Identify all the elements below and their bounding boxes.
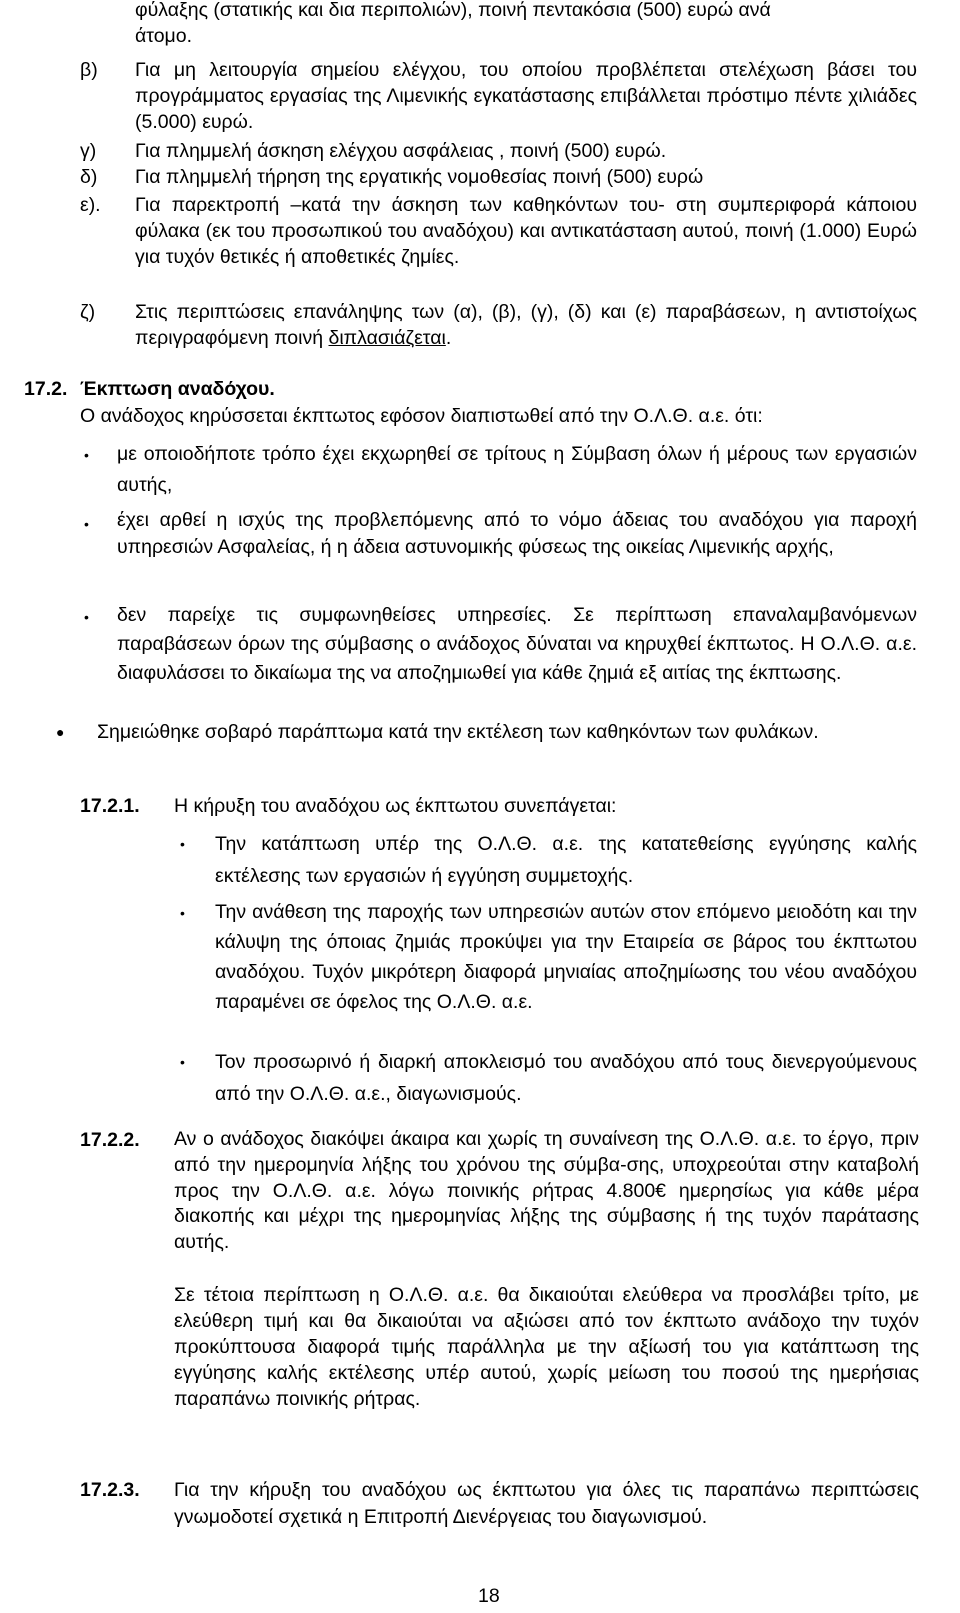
item-zeta-text [135, 299, 917, 351]
bullet-dot: • [180, 905, 185, 921]
item-zeta-label: ζ) [80, 301, 96, 323]
item-delta-text: Για πλημμελή τήρηση της εργατικής νομοθεσίας ποινή (500) ευρώ [135, 166, 704, 188]
item-epsilon-label: ε). [80, 194, 101, 216]
section-17-2-bullet-1: με οποιοδήποτε τρόπο έχει εκχωρηθεί σε τρίτους η Σύμβαση όλων ή μέρους των εργασιών αυτής, [117, 443, 917, 496]
item-beta-label: β) [80, 59, 98, 81]
section-17-2-3-number: 17.2.3. [80, 1479, 140, 1501]
section-17-2-title: Έκπτωση αναδόχου. [80, 378, 275, 400]
section-17-2-1-bullet-1: Την κατάπτωση υπέρ της Ο.Λ.Θ. α.ε. της κατατεθείσης εγγύησης καλής εκτέλεσης των εργασιών ή εγγύηση συμμετοχής. [215, 833, 917, 887]
section-17-2-outer-bullet: Σημειώθηκε σοβαρό παράπτωμα κατά την εκτέλεση των καθηκόντων των φυλάκων. [97, 721, 819, 743]
page-number: 18 [478, 1585, 500, 1607]
item-zeta-text-main: Στις περιπτώσεις επανάληψης των (α), (β), (γ), (δ) και (ε) παραβάσεων, η αντιστοίχως περιγραφόμενη ποινή [135, 301, 917, 349]
bullet-dot: • [84, 516, 89, 532]
section-17-2-2-para2: Σε τέτοια περίπτωση η Ο.Λ.Θ. α.ε. θα δικαιούται ελεύθερα να προσλάβει τρίτο, με ελεύθερη τιμή και θα δικαιούται να αξιώσει από τον έκπτωτο ανάδοχο την τυχόν προκύπτουσα διαφορά τιμής παράλληλα με την αξίωσή του για κατάπτωση της εγγύησης καλής εκτέλεσης υπέρ αυτού, χωρίς μείωση του ποσού της ημερήσιας παραπάνω ποινικής ρήτρας. [174, 1284, 919, 1410]
section-17-2-bullet-2: έχει αρθεί η ισχύς της προβλεπόμενης από το νόμο άδειας του αναδόχου για παροχή υπηρεσιών Ασφαλείας, ή η άδεια αστυνομικής φύσεως της οικείας Λιμενικής αρχής, [117, 509, 917, 558]
section-17-2-2-para1: Αν ο ανάδοχος διακόψει άκαιρα και χωρίς τη συναίνεση της Ο.Λ.Θ. α.ε. το έργο, πριν από την ημερομηνία λήξης του χρόνου της σύμβα-σης, υποχρεούται στην καταβολή προς την Ο.Λ.Θ. α.ε. λόγω ποινικής ρήτρας 4.800€ ημερησίως για κάθε μέρα διακοπής και μέχρι της ημερομηνίας λήξης της σύμβασης ή της τυχόν παράτασης αυτής. [174, 1128, 919, 1254]
item-gamma-text: Για πλημμελή άσκηση ελέγχου ασφάλειας , ποινή (500) ευρώ. [135, 140, 667, 162]
item-gamma-label: γ) [80, 140, 97, 162]
section-17-2-intro: Ο ανάδοχος κηρύσσεται έκπτωτος εφόσον διαπιστωθεί από την Ο.Λ.Θ. α.ε. ότι: [80, 405, 763, 427]
section-17-2-1-bullet-3: Τον προσωρινό ή διαρκή αποκλεισμό του αναδόχου από τους διενεργούμενους από την Ο.Λ.Θ. α.ε., διαγωνισμούς. [215, 1051, 917, 1105]
section-17-2-bullet-3: δεν παρείχε τις συμφωνηθείσες υπηρεσίες. Σε περίπτωση επαναλαμβανόμενων παραβάσεων όρων της σύμβασης ο ανάδοχος δύναται να κηρυχθεί έκπτωτος. Η Ο.Λ.Θ. α.ε. διαφυλάσσει το δικαίωμα της να αποζημιωθεί για κάθε ζημιά εξ αιτίας της έκπτωσης. [117, 604, 917, 684]
section-17-2-1-text: Η κήρυξη του αναδόχου ως έκπτωτου συνεπάγεται: [174, 795, 617, 817]
bullet-dot: • [180, 836, 185, 852]
bullet-dot: • [180, 1054, 185, 1070]
section-17-2-1-number: 17.2.1. [80, 795, 140, 817]
item-zeta-period: . [445, 327, 452, 349]
section-17-2-2-number: 17.2.2. [80, 1129, 140, 1151]
bullet-dot: ● [56, 724, 65, 740]
item-epsilon-text: Για παρεκτροπή –κατά την άσκηση των καθηκόντων του- στη συμπεριφορά κάποιου φύλακα (εκ του προσωπικού του αναδόχου) και αντικατάσταση αυτού, ποινή (1.000) Ευρώ για τυχόν θετικές ή αποθετικές ζημίες. [135, 194, 917, 268]
section-17-2-3-text: Για την κήρυξη του αναδόχου ως έκπτωτου για όλες τις παραπάνω περιπτώσεις γνωμοδοτεί σχετικά η Επιτροπή Διενέργειας του διαγωνισμού. [174, 1479, 919, 1528]
section-17-2-1-bullet-2: Την ανάθεση της παροχής των υπηρεσιών αυτών στον επόμενο μειοδότη και την κάλυψη της όποιας ζημιάς προκύψει για την Εταιρεία σε βάρος του έκπτωτου αναδόχου. Τυχόν μικρότερη διαφορά μηνιαίας αποζημίωσης του νέου αναδόχου παραμένει σε όφελος της Ο.Λ.Θ. α.ε. [215, 901, 917, 1013]
bullet-dot: • [84, 609, 89, 625]
item-delta-label: δ) [80, 166, 98, 188]
bullet-dot: • [84, 447, 89, 463]
item-zeta-underlined-word: διπλασιάζεται [328, 327, 446, 349]
item-alpha-continuation-line1: φύλαξης (στατικής και δια περιπολιών), ποινή πεντακόσια (500) ευρώ ανά [135, 0, 771, 21]
item-alpha-continuation-line2: άτομο. [135, 25, 193, 47]
section-17-2-number: 17.2. [24, 378, 68, 400]
item-beta-text: Για μη λειτουργία σημείου ελέγχου, του οποίου προβλέπεται στελέχωση βάσει του προγράμματος εργασίας της Λιμενικής εγκατάστασης επιβάλλεται πρόστιμο πέντε χιλιάδες (5.000) ευρώ. [135, 59, 917, 133]
